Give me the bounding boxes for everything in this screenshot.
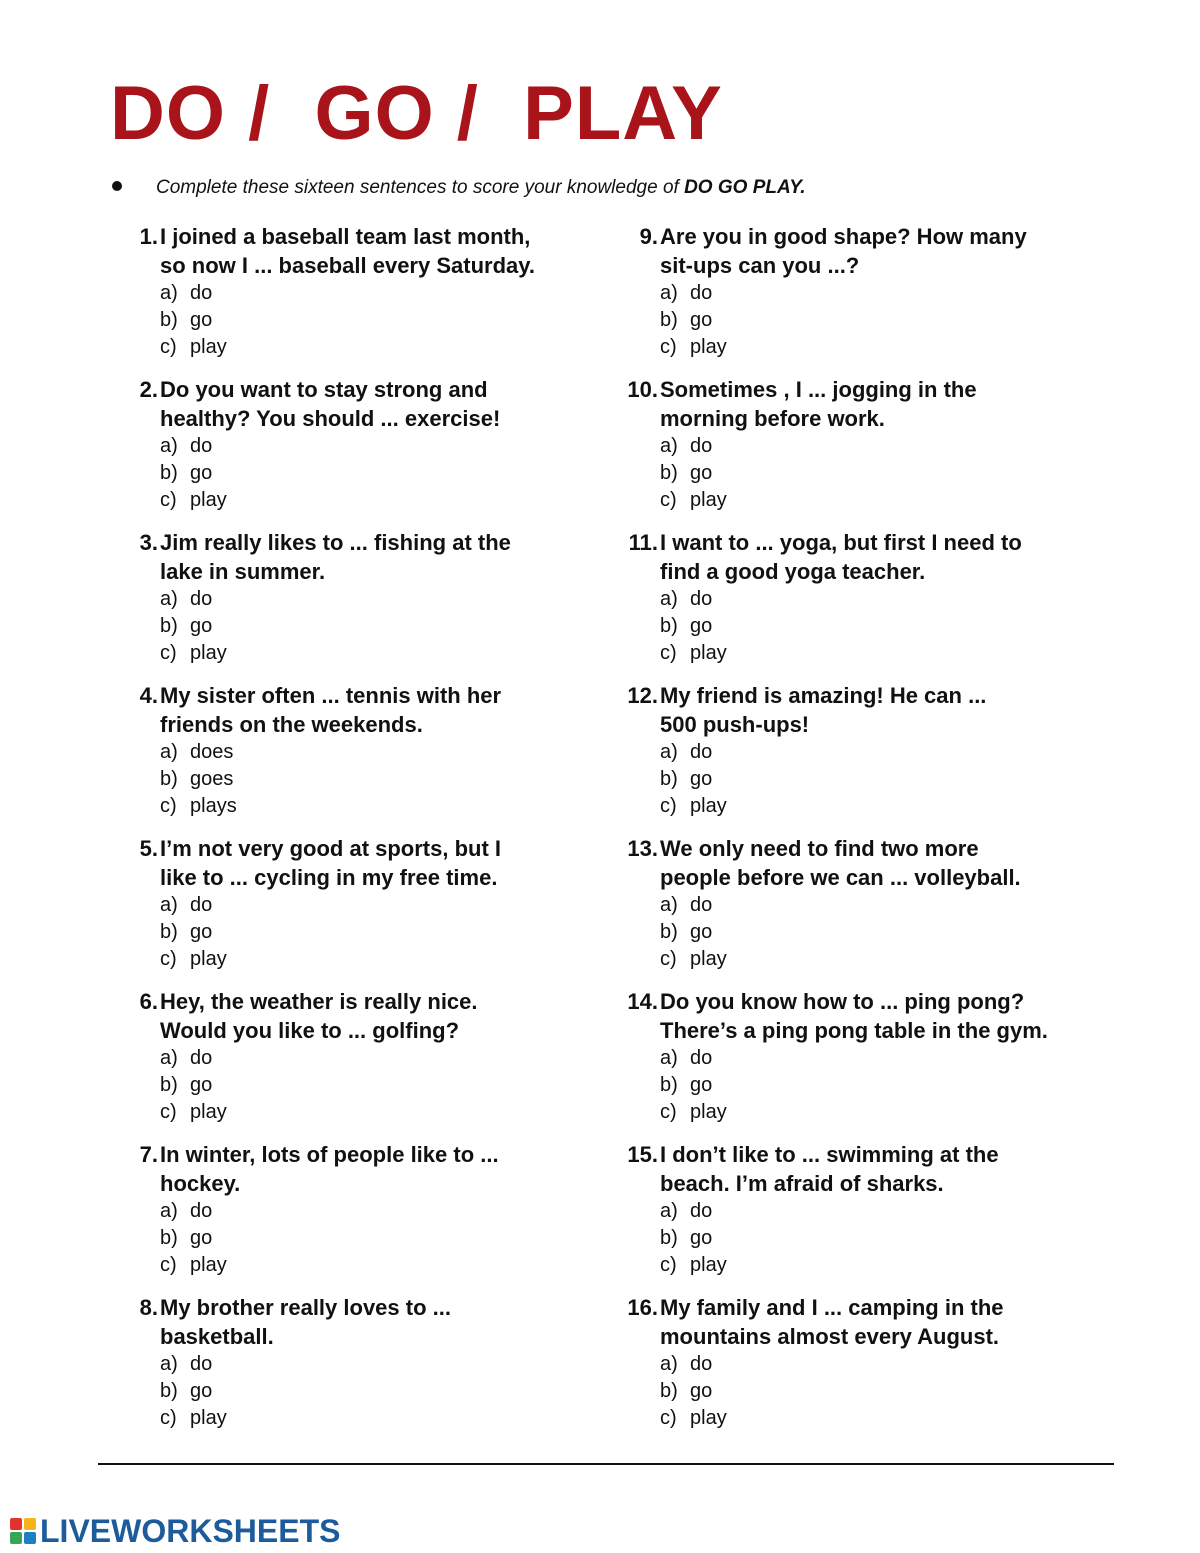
- question-item: [112, 1140, 582, 1293]
- option-letter: c): [660, 795, 677, 817]
- option-letter: a): [160, 1047, 178, 1069]
- question-number: 3.: [139, 530, 158, 555]
- answer-option[interactable]: [660, 487, 727, 514]
- option-letter: a): [660, 588, 678, 610]
- brand-name: LIVEWORKSHEETS: [40, 1513, 341, 1549]
- option-letter: c): [160, 795, 177, 817]
- question-number: 7.: [139, 1142, 158, 1167]
- question-number: 10.: [627, 377, 658, 402]
- option-letter: b): [660, 1380, 678, 1402]
- question-item: [612, 222, 1112, 375]
- option-text: do: [190, 1353, 213, 1375]
- question-text: Hey, the weather is really nice. Would you like to ... golfing?: [160, 989, 478, 1043]
- option-letter: c): [660, 948, 677, 970]
- question-text: I don’t like to ... swimming at the beach. I’m afraid of sharks.: [660, 1142, 999, 1196]
- option-letter: b): [660, 615, 678, 637]
- option-letter: a): [660, 1353, 678, 1375]
- option-text: go: [190, 1227, 213, 1249]
- answer-option[interactable]: [660, 946, 727, 973]
- option-letter: c): [660, 489, 677, 511]
- question-text: Do you want to stay strong and healthy? You should ... exercise!: [160, 377, 501, 431]
- option-text: play: [690, 1101, 727, 1123]
- option-text: do: [690, 894, 713, 916]
- answer-option[interactable]: [660, 1045, 727, 1072]
- option-letter: b): [160, 1380, 178, 1402]
- answer-option[interactable]: [160, 766, 237, 793]
- answer-option[interactable]: [660, 892, 727, 919]
- option-letter: a): [660, 741, 678, 763]
- option-text: go: [690, 921, 713, 943]
- option-text: play: [190, 642, 227, 664]
- option-letter: a): [160, 1353, 178, 1375]
- answer-option[interactable]: [160, 946, 227, 973]
- questions-column-left: [112, 222, 582, 1446]
- answer-option[interactable]: [160, 1351, 227, 1378]
- option-text: go: [190, 309, 213, 331]
- question-number: 5.: [139, 836, 158, 861]
- answer-option[interactable]: [660, 739, 727, 766]
- question-item: [112, 681, 582, 834]
- answer-options: [660, 586, 727, 667]
- answer-options: [160, 280, 227, 361]
- question-text: I’m not very good at sports, but I like to ... cycling in my free time.: [160, 836, 502, 890]
- option-text: go: [690, 1380, 713, 1402]
- answer-option[interactable]: [160, 640, 227, 667]
- question-text: My friend is amazing! He can ... 500 push-ups!: [660, 683, 987, 737]
- question-number: 2.: [139, 377, 158, 402]
- answer-option[interactable]: [660, 613, 727, 640]
- question-item: [112, 987, 582, 1140]
- question-number: 16.: [627, 1295, 658, 1320]
- question-text: I want to ... yoga, but first I need to find a good yoga teacher.: [660, 530, 1022, 584]
- answer-option[interactable]: [160, 487, 227, 514]
- answer-option[interactable]: [660, 307, 727, 334]
- answer-option[interactable]: [160, 586, 227, 613]
- question-text: In winter, lots of people like to ... hockey.: [160, 1142, 499, 1196]
- answer-option[interactable]: [660, 1405, 727, 1432]
- option-text: do: [190, 588, 213, 610]
- footer-divider: [98, 1463, 1114, 1465]
- answer-options: [160, 433, 227, 514]
- option-text: play: [190, 1101, 227, 1123]
- option-text: do: [690, 588, 713, 610]
- option-letter: a): [660, 894, 678, 916]
- option-text: do: [190, 894, 213, 916]
- option-letter: a): [160, 741, 178, 763]
- question-number: 12.: [627, 683, 658, 708]
- question-number: 11.: [628, 530, 658, 555]
- worksheet-title: DO / GO / PLAY: [110, 71, 723, 156]
- option-letter: a): [660, 1047, 678, 1069]
- answer-option[interactable]: [160, 334, 227, 361]
- option-letter: b): [160, 768, 178, 790]
- option-text: go: [690, 462, 713, 484]
- answer-option[interactable]: [160, 793, 237, 820]
- option-letter: b): [660, 768, 678, 790]
- question-text: My sister often ... tennis with her friends on the weekends.: [160, 683, 502, 737]
- answer-option[interactable]: [660, 1252, 727, 1279]
- option-letter: c): [660, 1407, 677, 1429]
- option-text: do: [190, 435, 213, 457]
- question-number: 4.: [139, 683, 158, 708]
- option-text: play: [190, 948, 227, 970]
- question-item: [612, 681, 1112, 834]
- option-letter: a): [160, 1200, 178, 1222]
- answer-options: [160, 586, 227, 667]
- option-text: do: [690, 1047, 713, 1069]
- option-text: go: [190, 1074, 213, 1096]
- answer-options: [660, 1198, 727, 1279]
- answer-options: [160, 1198, 227, 1279]
- option-letter: a): [160, 282, 178, 304]
- option-letter: b): [660, 1074, 678, 1096]
- option-text: play: [190, 1407, 227, 1429]
- answer-option[interactable]: [660, 919, 727, 946]
- option-text: play: [190, 489, 227, 511]
- answer-option[interactable]: [660, 1099, 727, 1126]
- option-text: goes: [190, 768, 234, 790]
- instruction-line: [112, 176, 806, 200]
- question-item: [112, 528, 582, 681]
- questions-column-right: [612, 222, 1112, 1446]
- option-text: do: [690, 1353, 713, 1375]
- option-text: do: [190, 1047, 213, 1069]
- option-letter: c): [160, 1101, 177, 1123]
- question-text: We only need to find two more people before we can ... volleyball.: [660, 836, 1021, 890]
- answer-options: [660, 892, 727, 973]
- option-text: go: [690, 1227, 713, 1249]
- option-text: go: [190, 921, 213, 943]
- answer-option[interactable]: [160, 1198, 227, 1225]
- question-item: [612, 987, 1112, 1140]
- answer-options: [660, 1045, 727, 1126]
- answer-option[interactable]: [660, 334, 727, 361]
- answer-option[interactable]: [160, 613, 227, 640]
- option-letter: a): [660, 282, 678, 304]
- option-text: plays: [190, 795, 237, 817]
- option-text: go: [190, 1380, 213, 1402]
- option-letter: b): [660, 1227, 678, 1249]
- question-item: [112, 834, 582, 987]
- option-text: do: [190, 282, 213, 304]
- instruction-text: Complete these sixteen sentences to score your knowledge of: [156, 177, 685, 198]
- option-text: play: [690, 642, 727, 664]
- answer-options: [160, 739, 237, 820]
- answer-options: [160, 892, 227, 973]
- option-text: play: [690, 1407, 727, 1429]
- answer-options: [660, 1351, 727, 1432]
- option-letter: b): [160, 1074, 178, 1096]
- option-letter: a): [660, 435, 678, 457]
- answer-option[interactable]: [660, 586, 727, 613]
- option-text: go: [690, 615, 713, 637]
- option-letter: c): [160, 642, 177, 664]
- option-letter: b): [160, 1227, 178, 1249]
- answer-option[interactable]: [660, 1198, 727, 1225]
- option-letter: c): [660, 336, 677, 358]
- answer-option[interactable]: [160, 739, 237, 766]
- answer-options: [660, 433, 727, 514]
- option-text: play: [190, 336, 227, 358]
- answer-options: [160, 1351, 227, 1432]
- option-text: go: [690, 768, 713, 790]
- option-text: play: [690, 1254, 727, 1276]
- question-item: [112, 375, 582, 528]
- answer-option[interactable]: [660, 640, 727, 667]
- question-text: My family and I ... camping in the mountains almost every August.: [660, 1295, 1004, 1349]
- option-letter: c): [160, 948, 177, 970]
- question-text: Are you in good shape? How many sit-ups can you ...?: [660, 224, 1027, 278]
- answer-option[interactable]: [160, 1072, 227, 1099]
- question-item: [112, 1293, 582, 1446]
- answer-option[interactable]: [160, 307, 227, 334]
- answer-option[interactable]: [160, 892, 227, 919]
- question-item: [612, 834, 1112, 987]
- option-letter: b): [660, 309, 678, 331]
- question-number: 9.: [639, 224, 658, 249]
- option-letter: a): [160, 588, 178, 610]
- option-letter: a): [160, 435, 178, 457]
- question-number: 6.: [139, 989, 158, 1014]
- option-text: play: [690, 489, 727, 511]
- question-item: [612, 1140, 1112, 1293]
- option-letter: b): [160, 462, 178, 484]
- question-text: Jim really likes to ... fishing at the lake in summer.: [160, 530, 511, 584]
- answer-option[interactable]: [160, 433, 227, 460]
- option-letter: b): [660, 462, 678, 484]
- option-text: do: [690, 741, 713, 763]
- answer-option[interactable]: [160, 1378, 227, 1405]
- question-number: 15.: [627, 1142, 658, 1167]
- option-text: play: [690, 948, 727, 970]
- footer-logo: [10, 1513, 340, 1549]
- answer-option[interactable]: [660, 1378, 727, 1405]
- option-letter: c): [160, 336, 177, 358]
- question-text: Do you know how to ... ping pong? There’s a ping pong table in the gym.: [660, 989, 1048, 1043]
- answer-option[interactable]: [660, 460, 727, 487]
- answer-option[interactable]: [660, 433, 727, 460]
- answer-option[interactable]: [660, 1351, 727, 1378]
- option-letter: c): [160, 1407, 177, 1429]
- instruction-emphasis: DO GO PLAY.: [684, 177, 806, 198]
- answer-option[interactable]: [160, 1252, 227, 1279]
- option-letter: b): [160, 309, 178, 331]
- option-text: do: [190, 1200, 213, 1222]
- option-letter: b): [160, 615, 178, 637]
- question-number: 14.: [627, 989, 658, 1014]
- answer-option[interactable]: [160, 1099, 227, 1126]
- question-text: My brother really loves to ... basketball.: [160, 1295, 451, 1349]
- question-number: 13.: [627, 836, 658, 861]
- answer-option[interactable]: [160, 1405, 227, 1432]
- answer-option[interactable]: [160, 1045, 227, 1072]
- option-text: play: [190, 1254, 227, 1276]
- answer-option[interactable]: [160, 919, 227, 946]
- answer-option[interactable]: [160, 1225, 227, 1252]
- question-item: [612, 528, 1112, 681]
- liveworksheets-logo-icon: [10, 1518, 36, 1544]
- answer-option[interactable]: [660, 1225, 727, 1252]
- answer-option[interactable]: [160, 460, 227, 487]
- question-item: [612, 1293, 1112, 1446]
- option-letter: a): [160, 894, 178, 916]
- option-letter: c): [660, 1254, 677, 1276]
- question-text: Sometimes , I ... jogging in the morning before work.: [660, 377, 977, 431]
- answer-option[interactable]: [160, 280, 227, 307]
- answer-options: [660, 739, 727, 820]
- option-letter: c): [660, 642, 677, 664]
- answer-option[interactable]: [660, 280, 727, 307]
- answer-option[interactable]: [660, 1072, 727, 1099]
- answer-option[interactable]: [660, 766, 727, 793]
- option-text: go: [190, 615, 213, 637]
- bullet-icon: [112, 181, 122, 191]
- option-text: play: [690, 336, 727, 358]
- question-item: [612, 375, 1112, 528]
- option-text: do: [690, 1200, 713, 1222]
- question-number: 8.: [139, 1295, 158, 1320]
- option-text: go: [190, 462, 213, 484]
- option-text: go: [690, 309, 713, 331]
- option-text: go: [690, 1074, 713, 1096]
- option-text: do: [690, 435, 713, 457]
- option-letter: c): [660, 1101, 677, 1123]
- answer-options: [160, 1045, 227, 1126]
- option-letter: c): [160, 489, 177, 511]
- question-number: 1.: [139, 224, 158, 249]
- answer-options: [660, 280, 727, 361]
- option-letter: a): [660, 1200, 678, 1222]
- question-item: [112, 222, 582, 375]
- answer-option[interactable]: [660, 793, 727, 820]
- option-text: does: [190, 741, 234, 763]
- option-text: do: [690, 282, 713, 304]
- option-letter: b): [160, 921, 178, 943]
- question-text: I joined a baseball team last month, so now I ... baseball every Saturday.: [160, 224, 535, 278]
- option-text: play: [690, 795, 727, 817]
- option-letter: c): [160, 1254, 177, 1276]
- option-letter: b): [660, 921, 678, 943]
